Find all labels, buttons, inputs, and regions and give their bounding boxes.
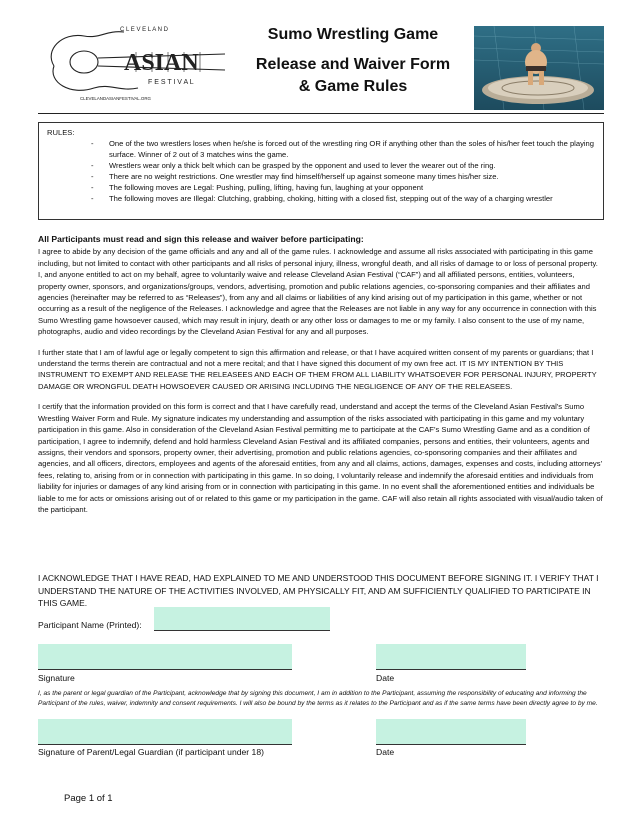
form-title (238, 26, 468, 98)
waiver-paragraph-1: I agree to abide by any decision of the game officials and any and all of the game rules. I acknowledge and assume all risks associated with participating in this game including, but not limited to contact with other participants and all risks of personal injury, illness, wrongful death, and all risks of damage to or loss of personal property. I, and anyone entitled to act on my behalf, agree to voluntarily waive and release Cleveland Asian Festival (“CAF”) and all affiliated persons, entities, volunteers, property owner, sponsors, and organizations/groups, vendors, advertising, promotion and public relations agencies, co-sponsoring companies and their affiliates and agencies (hereinafter may be referred to as “Releases”), from any and all claims or liabilities of any kind arising out of my participation in this game, whether or not occurring as a result of the negligence of the Releases. I acknowledge and agree that the Releases are not liable in any way for any occurrence in connection with this Sumo Wrestling game howsoever caused, which may result in injury, death or any other loss or damages to me or my family. I also consent to the use of my name, photographs, audio and video recordings by the Cleveland Asian Festival for any and all purposes. (38, 247, 598, 337)
participant-signature-field[interactable] (38, 644, 292, 670)
guardian-date-field[interactable] (376, 719, 526, 745)
date-label: Date (376, 673, 395, 683)
rule-item: - The following moves are Illegal: Clutching, grabbing, choking, hitting with a closed fist, stepping out of the way of a charging wrestler (91, 193, 595, 204)
guardian-signature-label: Signature of Parent/Legal Guardian (if participant under 18) (38, 747, 264, 757)
title-line-3: & Game Rules (298, 78, 408, 95)
logo-url-text: CLEVELANDASIANFESTIVAL.ORG (80, 96, 151, 101)
waiver-body (38, 234, 604, 524)
page-number: Page 1 of 1 (64, 793, 113, 804)
cleveland-asian-festival-logo (40, 22, 230, 102)
rules-list (91, 138, 595, 204)
rules-label: RULES: (47, 128, 75, 137)
sumo-wrestling-photo (474, 26, 604, 110)
title-line-1: Sumo Wrestling Game (267, 26, 439, 43)
participant-date-field[interactable] (376, 644, 526, 670)
rule-item: - Wrestlers wear only a thick belt which can be grasped by the opponent and used to lever the wearer out of the ring. (91, 160, 595, 171)
signature-label: Signature (38, 673, 75, 683)
logo-bottom-text: F E S T I V A L (148, 79, 194, 86)
guardian-note: I, as the parent or legal guardian of the Participant, acknowledge that by signing this document, I am in addition to the Participant, assuming the responsibility of educating and informing the Participant of the rules, waiver, indemnity and consent requirements. I will also be bound by the terms as it relates to the Participant and as if the same terms have been directly agree to by me. (38, 690, 598, 707)
rule-item: - There are no weight restrictions. One wrestler may find himself/herself up against someone many times his/her size. (91, 171, 595, 182)
rules-box (38, 122, 604, 220)
acknowledgement-text: I ACKNOWLEDGE THAT I HAVE READ, HAD EXPLAINED TO ME AND UNDERSTOOD THIS DOCUMENT BEFORE SIGNING IT. I VERIFY THAT I UNDERSTAND THE NATURE OF THE ACTIVITIES INVOLVED, AM PHYSICALLY FIT, AND AM SUFFICIENTLY QUALIFIED TO PARTICIPATE IN THIS GAME. (38, 573, 599, 608)
waiver-heading: All Participants must read and sign this release and waiver before participating: (38, 234, 364, 244)
title-line-2: Release and Waiver Form (255, 56, 451, 73)
waiver-paragraph-2: I further state that I am of lawful age or legally competent to sign this affirmation and release, or that I have acquired written consent of my parents or guardians; that I understand the terms therein are contractual and not a mere recital; and that I have signed this document of my own free act. IT IS MY INTENTION BY THIS INSTRUMENT TO EXEMPT AND RELEASE THE RELEASEES AND EACH OF THEM FROM ALL LIABILITY WHATSOEVER FOR PERSONAL INJURY, PROPERTY DAMAGE OR WRONGFUL DEATH HOWSOEVER CAUSED OR ARISING INCLUDING THE NEGLIGENCE OF ANY OF THE RELEASEES. (38, 347, 597, 391)
participant-name-field[interactable] (154, 607, 330, 631)
waiver-paragraph-3: I certify that the information provided on this form is correct and that I have carefully read, understand and accept the terms of the Cleveland Asian Festival’s Sumo Wrestling Waiver Form and Rule. My signature indicates my understanding and assumption of the risks associated with participating in this game and my voluntary participation in this game. Also in consideration of the Cleveland Asian Festival permitting me to participate at the CAF’s Sumo Wrestling Game and as a condition of participation, I agree to indemnify, defend and hold harmless Cleveland Asian Festival and its affiliated companies, persons and entities, their volunteers, agents and assigns, their vendors and sponsors, property owner, their advertising, promotion and public relations agencies, co-sponsoring companies and their affiliates and agencies, and all officers, directors, employees and agents of the aforesaid entities, from any and all claims, actions, damages, expenses and costs, including attorneys’ fees, relating to, arising from or in connection with participating in this game. In so doing, I voluntarily release and indemnify the aforesaid entities and individuals from liability for injuries or damages of any kind arising from or in connection with participating in this game. In no event shall the aforementioned entities and individuals be liable to me for acts or omissions arising out of or related to this game or my participation in the game. CAF will also retain all rights associated with visual/audio taken of the participant. (38, 402, 603, 514)
participant-name-label: Participant Name (Printed): (38, 620, 142, 630)
guardian-date-label: Date (376, 747, 395, 757)
logo-top-text: C L E V E L A N D (120, 27, 168, 33)
guardian-signature-field[interactable] (38, 719, 292, 745)
logo-main-text: ASIAN (124, 50, 199, 76)
rule-item: - The following moves are Legal: Pushing, pulling, lifting, having fun, laughing at your opponent (91, 182, 595, 193)
rule-item: - One of the two wrestlers loses when he/she is forced out of the wrestling ring OR if anything other than the soles of his/her feet touch the playing surface. Winner of 2 out of 3 matches wins the game. (91, 138, 595, 160)
page-header (38, 22, 604, 114)
